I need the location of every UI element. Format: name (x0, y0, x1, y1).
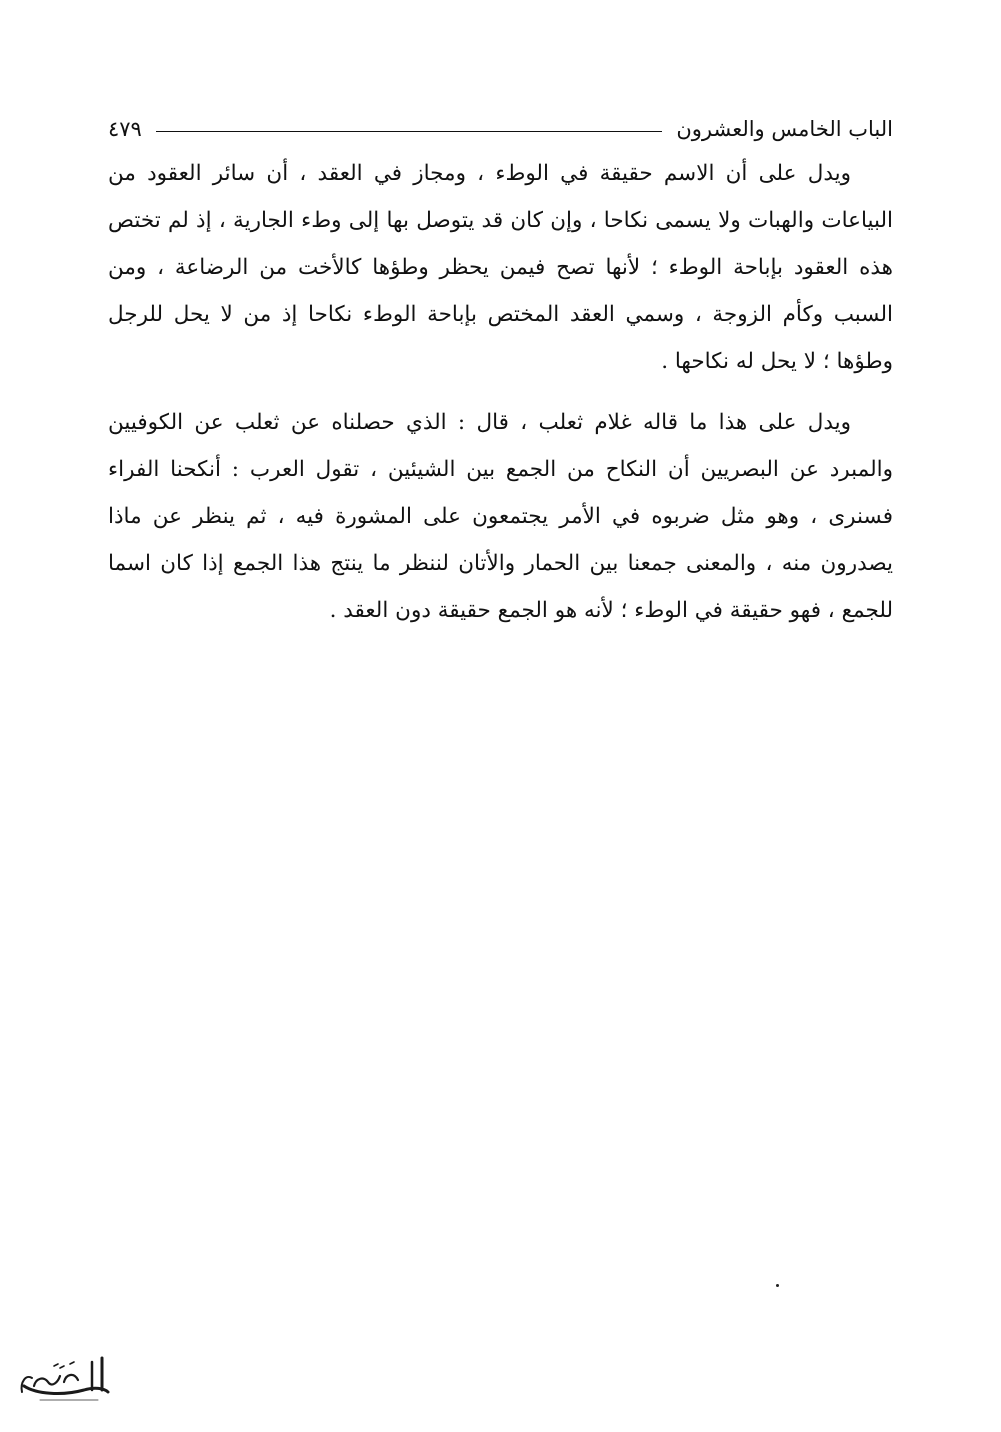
paragraph-2: ويدل على هذا ما قاله غلام ثعلب ، قال : الذي حصلناه عن ثعلب عن الكوفيين والمبرد عن البصريين أن النكاح من الجمع بين الشيئين ، تقول العرب : أنكحنا الفراء فسنرى ، وهو مثل ضربوه في الأمر يجتمعون على المشورة فيه ، ثم ينظر عن ماذا يصدرون منه ، والمعنى جمعنا بين الحمار والأتان لننظر ما ينتج هذا الجمع إذا كان اسما للجمع ، فهو حقيقة في الوطء ؛ لأنه هو الجمع حقيقة دون العقد . (108, 410, 893, 623)
body-text (108, 150, 893, 648)
watermark-logo-icon (14, 1352, 114, 1408)
page-number: ٤٧٩ (108, 117, 142, 141)
chapter-title: الباب الخامس والعشرون (676, 117, 893, 141)
page-header (108, 112, 893, 146)
ink-dot (776, 1284, 779, 1287)
paragraph-1: ويدل على أن الاسم حقيقة في الوطء ، ومجاز في العقد ، أن سائر العقود من البياعات والهبات ولا يسمى نكاحا ، وإن كان قد يتوصل بها إلى وطء الجارية ، إذ لم تختص هذه العقود بإباحة الوطء ؛ لأنها تصح فيمن يحظر وطؤها كالأخت من الرضاعة ، ومن السبب وكأم الزوجة ، وسمي العقد المختص بإباحة الوطء نكاحا إذ من لا يحل للرجل وطؤها ؛ لا يحل له نكاحها . (108, 161, 893, 374)
header-rule (156, 131, 662, 132)
